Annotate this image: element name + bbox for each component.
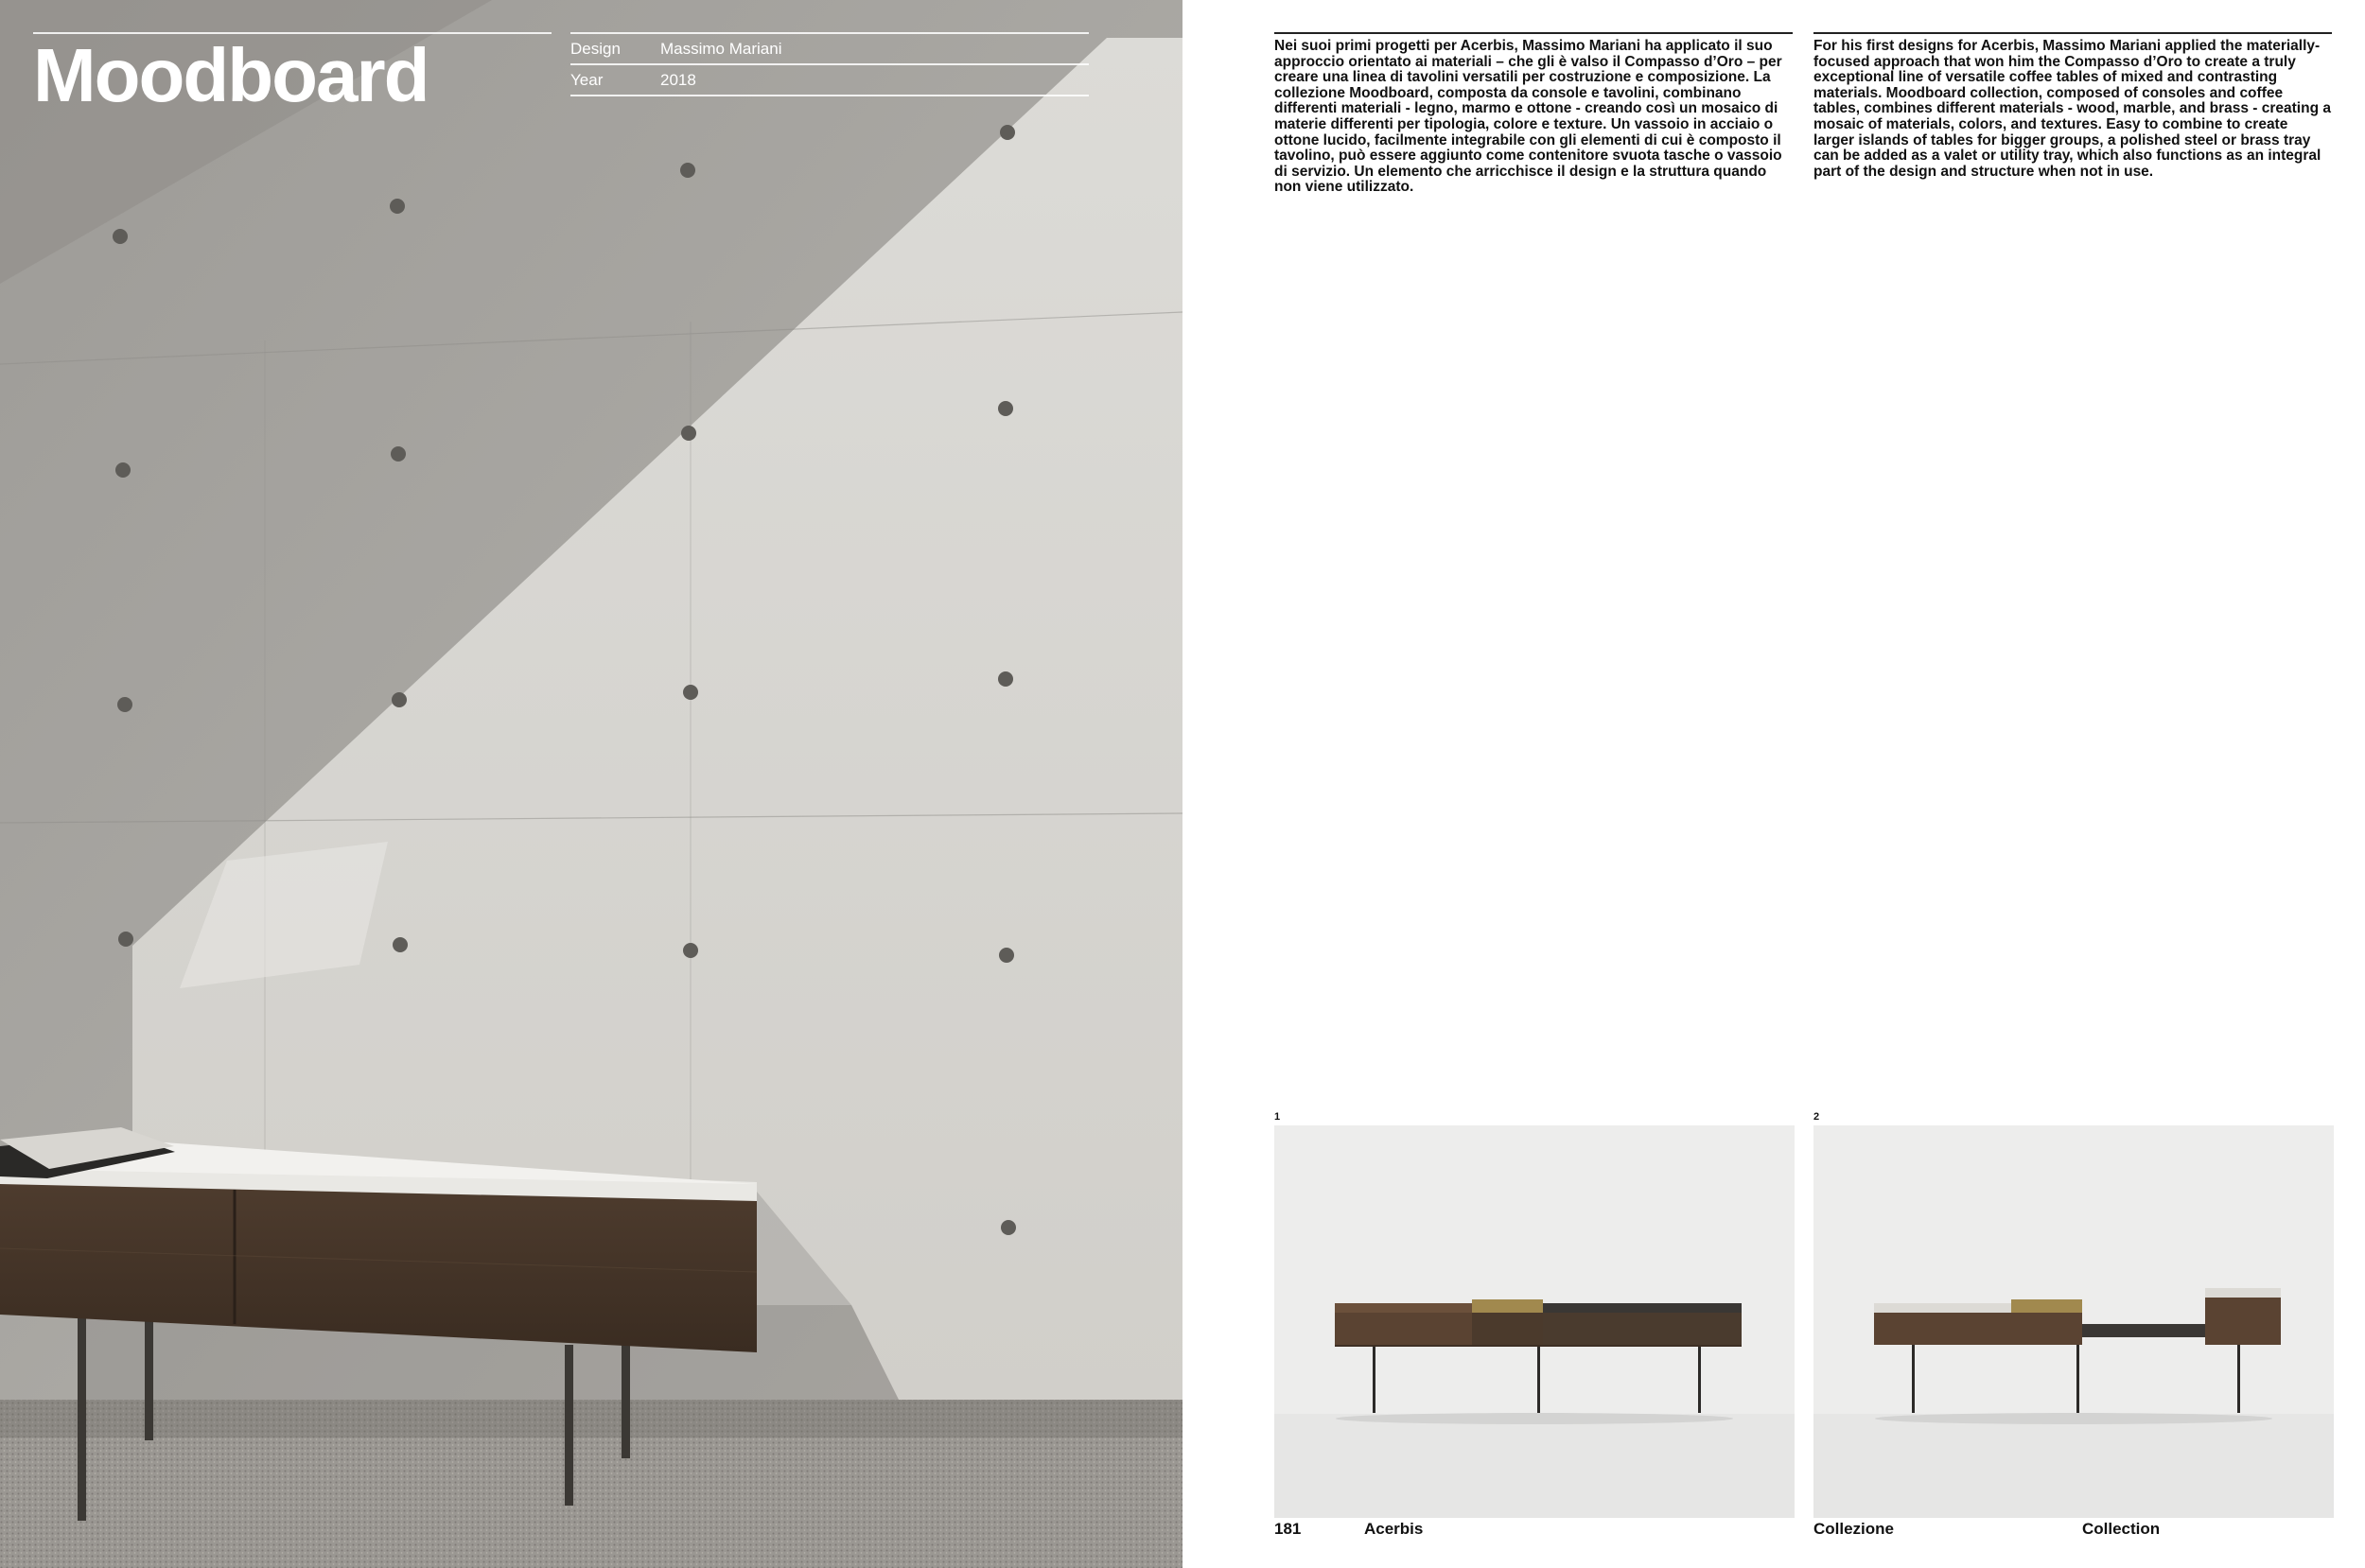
body-text-english: For his first designs for Acerbis, Massimo Mariani applied the materially-focused approach that won him the Compasso d’Oro to create a truly exceptional line of versatile coffee tables of mixed and contrasting materials. Moodboard collection, composed of consoles and coffee tables, combines different materials - wood, marble, and brass - creating a mosaic of materials, colors, and textures. Easy to combine to create larger islands of tables for bigger groups, a polished steel or brass tray can be added as a valet or utility tray, which also functions as an integral part of the design and structure when not in use. — [1813, 32, 2332, 180]
meta-row-design — [570, 34, 1089, 65]
meta-value: 2018 — [660, 70, 696, 89]
product-photo-2 — [1813, 1125, 2334, 1518]
figure-number: 1 — [1274, 1111, 1281, 1123]
meta-label: Design — [570, 39, 621, 58]
body-text-italian: Nei suoi primi progetti per Acerbis, Massimo Mariani ha applicato il suo approccio orientato ai materiali – che gli è valso il Compasso d’Oro – per creare una linea di tavolini versatili per costruzione e composizione. La collezione Moodboard, composta da console e tavolini, combinano differenti materiali - legno, marmo e ottone - creando così un mosaico di materie differenti per tipologia, colore e texture. Un vassoio in acciaio o ottone lucido, facilmente integrabile con gli elementi di cui è composto il tavolino, può essere aggiunto come contenitore svuota tasche o vassoio di servizio. Un elemento che arricchisce il design e la struttura quando non viene utilizzato. — [1274, 32, 1793, 196]
footer-section-english: Collection — [2082, 1520, 2161, 1538]
cover-photo — [0, 0, 1182, 1568]
coffee-table-image — [1813, 1125, 2334, 1518]
page-number: 181 — [1274, 1520, 1302, 1538]
meta-table — [570, 32, 1089, 96]
concrete-wall-photo — [0, 0, 1182, 1568]
footer-section-italian: Collezione — [1813, 1520, 1895, 1538]
product-photo-1 — [1274, 1125, 1795, 1518]
meta-value: Massimo Mariani — [660, 39, 782, 58]
page-title: Moodboard — [33, 33, 429, 117]
figure-number: 2 — [1813, 1111, 1820, 1123]
meta-row-year — [570, 65, 1089, 96]
meta-label: Year — [570, 70, 604, 89]
footer-brand: Acerbis — [1364, 1520, 1424, 1538]
coffee-table-image — [1274, 1125, 1795, 1518]
